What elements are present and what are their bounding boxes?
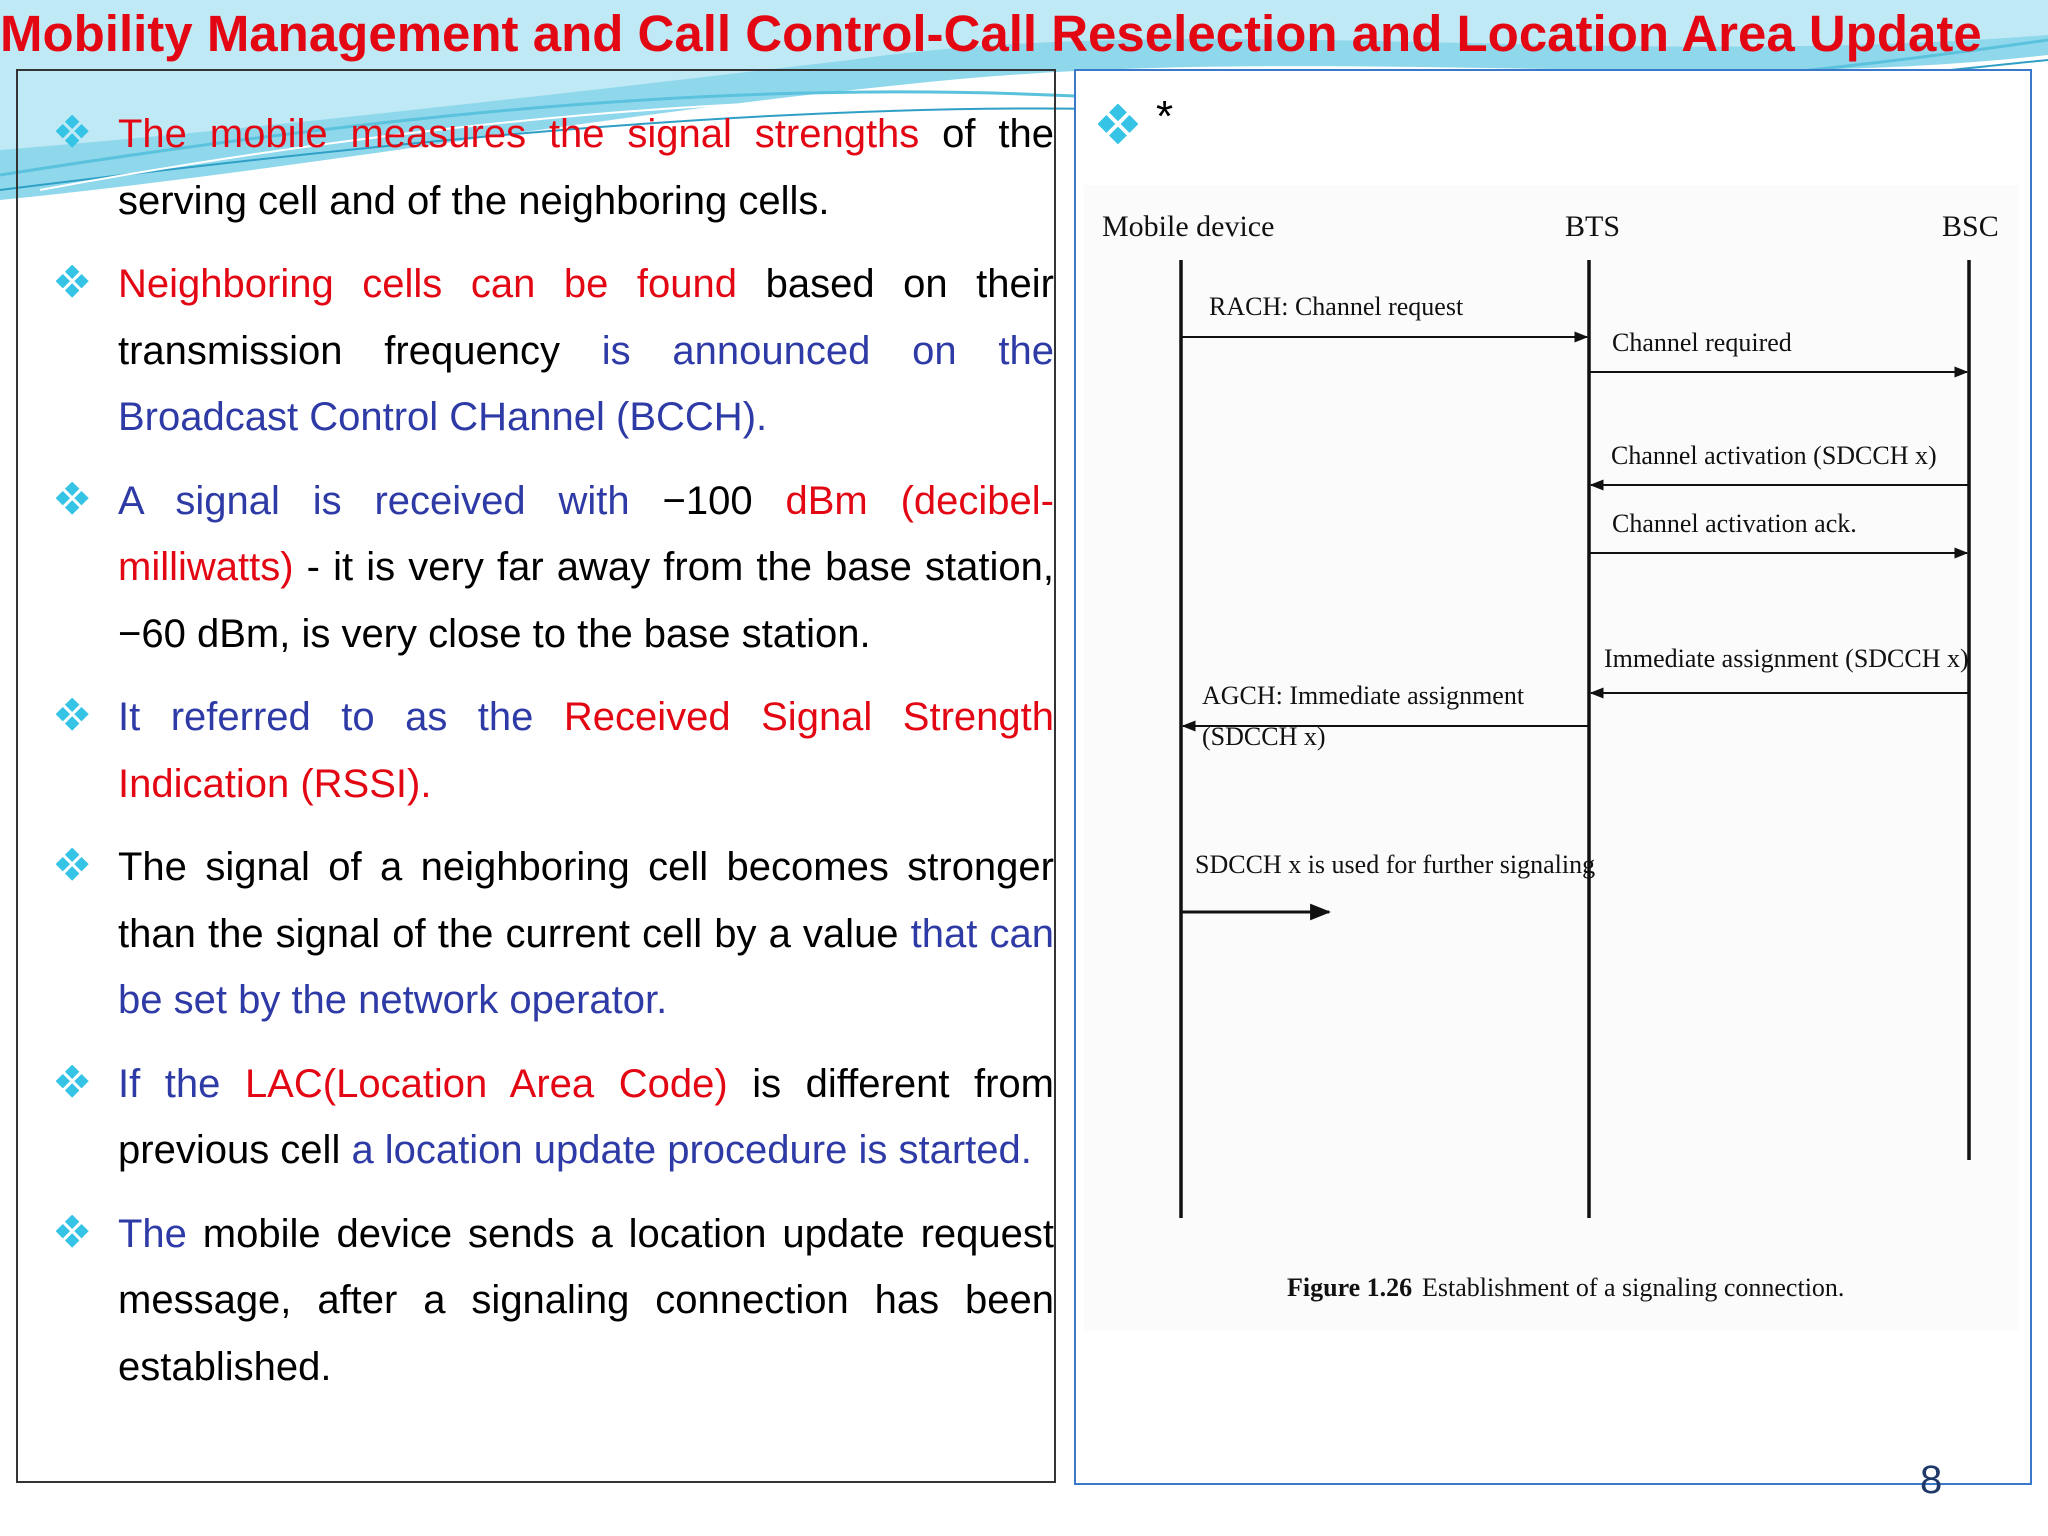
bullet-text-segment: is announced on the Broadcast Control CHannel (BCCH). xyxy=(118,328,1055,439)
bullet-text-segment: that can be set by the network operator. xyxy=(118,911,1054,1022)
entity-label-bsc: BSC xyxy=(1942,210,1999,243)
bullet-text-segment: - it is very far away from the base station, −60 dBm, is very close to the base station. xyxy=(118,545,1054,656)
bullet-text-segment: based on their transmission frequency xyxy=(118,262,1054,373)
signaling-sequence-diagram xyxy=(1084,185,2019,1330)
diamond-bullet-icon xyxy=(1098,104,1140,146)
message-agch-line1: AGCH: Immediate assignment xyxy=(1202,681,1525,710)
message-channel-activation-ack: Channel activation ack. xyxy=(1612,509,1857,538)
bullet-item xyxy=(56,1051,1054,1184)
bullet-text-segment: a location update procedure is started. xyxy=(351,1128,1032,1172)
diamond-bullet-icon xyxy=(56,265,90,299)
message-channel-required: Channel required xyxy=(1612,328,1792,357)
bullet-text-segment: It referred to as the xyxy=(118,695,564,739)
bullet-item xyxy=(56,251,1054,451)
page-number: 8 xyxy=(1920,1458,1943,1502)
bullet-item xyxy=(56,1201,1054,1401)
bullet-text-segment: The signal of a neighboring cell becomes stronger than the signal of the current cell by a value xyxy=(118,845,1054,956)
bullet-text-segment: dBm (decibel-milliwatts) xyxy=(118,478,1054,589)
figure-caption-label: Figure 1.26 xyxy=(1287,1273,1413,1302)
message-rach: RACH: Channel request xyxy=(1209,292,1464,321)
figure-caption-text: Establishment of a signaling connection. xyxy=(1422,1273,1845,1302)
diamond-bullet-icon xyxy=(56,848,90,882)
message-sdcch-note: SDCCH x is used for further signaling xyxy=(1195,850,1596,879)
bullet-text-segment: of the serving cell and of the neighboring cells. xyxy=(118,112,1054,223)
bullet-text-segment: LAC(Location Area Code) xyxy=(244,1061,728,1106)
diamond-bullet-icon xyxy=(56,698,90,732)
bullet-text-segment: is different from previous cell xyxy=(118,1061,1054,1172)
entity-label-bts: BTS xyxy=(1565,210,1621,243)
entity-label-mobile: Mobile device xyxy=(1102,210,1275,243)
left-text-panel xyxy=(16,69,1056,1483)
diagram-background xyxy=(1084,185,2019,1330)
bullet-item xyxy=(56,834,1054,1034)
right-bullet-text: * xyxy=(1156,92,1174,141)
diamond-bullet-icon xyxy=(56,1065,90,1099)
bullet-text-segment: The mobile measures the signal strengths xyxy=(118,112,920,156)
bullet-item xyxy=(56,101,1054,234)
message-channel-activation: Channel activation (SDCCH x) xyxy=(1611,441,1937,470)
bullet-text-segment: Neighboring cells can be found xyxy=(118,262,738,306)
bullet-text-segment: −100 xyxy=(629,478,786,523)
bullet-text-segment: The xyxy=(118,1211,187,1256)
message-agch-line2: (SDCCH x) xyxy=(1202,722,1326,751)
bullet-text-segment: If the xyxy=(118,1061,245,1106)
diamond-bullet-icon xyxy=(56,1215,90,1249)
bullet-item xyxy=(56,468,1054,668)
bullet-list xyxy=(56,101,1054,1417)
bullet-text-segment: A signal is received with xyxy=(118,478,630,523)
bullet-text-segment: Received Signal Strength Indication (RSSI). xyxy=(118,695,1055,806)
diamond-bullet-icon xyxy=(56,115,90,149)
slide-title: Mobility Management and Call Control-Call Reselection and Location Area Update xyxy=(0,5,1982,62)
bullet-text-segment: mobile device sends a location update request message, after a signaling connection has been established. xyxy=(118,1211,1054,1389)
diamond-bullet-icon xyxy=(56,482,90,516)
message-immediate-assignment-bsc: Immediate assignment (SDCCH x) xyxy=(1604,644,1969,673)
bullet-item xyxy=(56,684,1054,817)
